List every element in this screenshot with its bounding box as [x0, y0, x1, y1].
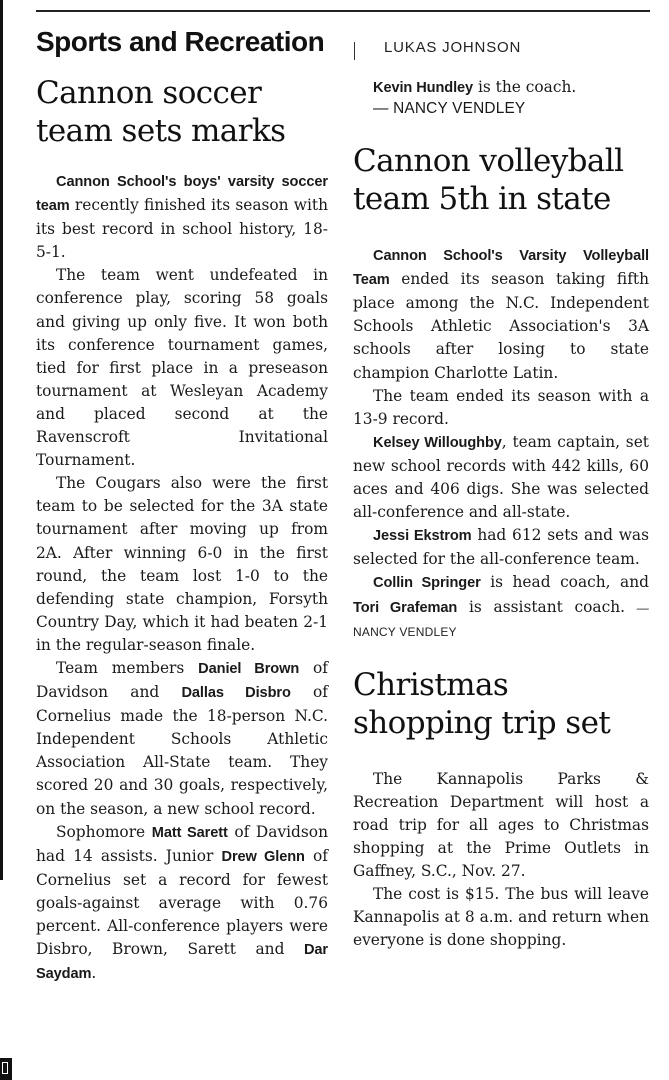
player-name: Dar Saydam: [36, 942, 328, 983]
volleyball-lead-bold: Cannon School's Varsity Volleyball Team: [353, 248, 649, 289]
player-name: Dallas Disbro: [181, 685, 291, 702]
christmas-paragraph: The cost is $15. The bus will leave Kannapolis at 8 a.m. and return when everyone is done shopping.: [353, 885, 649, 950]
player-name: Drew Glenn: [221, 848, 305, 865]
volleyball-headline-line1: Cannon volleyball: [353, 143, 624, 180]
soccer-headline-line2: team sets marks: [36, 113, 286, 149]
soccer-paragraph: Sophomore Matt Sarett of Davidson had 14 assists. Junior Drew Glenn of Cornelius set a record for fewest goals-against average with 0.76 percent. All-conference players were Disbro, Brown, Sarett and Dar Saydam.: [36, 822, 329, 983]
player-name: Matt Sarett: [151, 824, 228, 841]
volleyball-paragraph: The team ended its season with a 13-9 record.: [353, 386, 649, 428]
coach-name: Kevin Hundley: [373, 80, 474, 96]
volleyball-credit: — NANCY VENDLEY: [353, 600, 649, 639]
volleyball-paragraph: Cannon School's Varsity Volleyball Team ended its season taking fifth place among the N.C. Independent Schools Athletic Association's 3A schools after losing to state champion Charlotte Latin.: [353, 248, 649, 382]
player-name: Kelsey Willoughby: [373, 434, 502, 451]
soccer-paragraph: The team went undefeated in conference play, scoring 58 goals and giving up only five. It won both its conference tournament games, tied for first place in a preseason tournament at Wesleyan Academy and placed second at the Ravenscroft Invitational Tournament.: [36, 266, 328, 470]
soccer-paragraph: Team members Daniel Brown of Davidson and Dallas Disbro of Cornelius made the 18-person N.C. Independent Schools Athletic Association All-State team. They scored 20 and 30 goals, respectively, on the season, a new school record.: [36, 658, 328, 818]
section-title: Sports and Recreation: [36, 26, 325, 57]
soccer-paragraph: Cannon School's boys' varsity soccer team recently finished its season with its best record in school history, 18-5-1.: [36, 174, 328, 262]
soccer-article: [36, 74, 328, 986]
volleyball-article: [353, 142, 649, 644]
christmas-headline-line2: shopping trip set: [353, 704, 611, 741]
volleyball-paragraph: Jessi Ekstrom had 612 sets and was selected for the all-conference team.: [353, 526, 650, 569]
author-byline: LUKAS JOHNSON: [384, 39, 522, 56]
player-name: Jessi Ekstrom: [373, 528, 472, 545]
soccer-headline-line1: Cannon soccer: [36, 75, 262, 111]
soccer-continuation: [353, 76, 649, 118]
top-rule: [36, 10, 650, 12]
christmas-headline: [353, 666, 649, 742]
soccer-paragraph: The Cougars also were the first team to be selected for the 3A state tournament after moving up from 2A. After winning 6-0 in the first round, the team lost 1-0 to the defending state champion, Forsyth Country Day, which it had beaten 2-1 in the regular-season finale.: [36, 474, 328, 654]
soccer-coach-line: Kevin Hundley is the coach.: [373, 78, 577, 96]
soccer-credit: — NANCY VENDLEY: [373, 100, 526, 118]
section-header: [36, 26, 650, 66]
coach-name: Tori Grafeman: [353, 599, 458, 616]
volleyball-paragraph: Collin Springer is head coach, and Tori Grafeman is assistant coach. — NANCY VENDLEY: [353, 573, 649, 639]
right-column: [353, 76, 649, 952]
christmas-paragraph: The Kannapolis Parks & Recreation Department will host a road trip for all ages to Christmas shopping at the Prime Outlets in Gaffney, S.C., Nov. 27.: [353, 769, 649, 881]
christmas-article: [353, 666, 649, 953]
page-edge-bar: [0, 0, 3, 880]
volleyball-paragraph: Kelsey Willoughby, team captain, set new school records with 442 kills, 60 aces and 406 digs. She was selected all-conference and all-state.: [353, 432, 649, 522]
christmas-headline-line1: Christmas: [353, 666, 509, 703]
page-edge-mark: [0, 1058, 12, 1080]
coach-name: Collin Springer: [373, 575, 481, 592]
volleyball-headline-line2: team 5th in state: [353, 181, 611, 218]
soccer-lead-bold: Cannon School's boys' varsity soccer team: [36, 174, 328, 215]
soccer-headline: [36, 74, 328, 150]
left-column: [36, 74, 328, 986]
volleyball-headline: [353, 142, 649, 218]
player-name: Daniel Brown: [198, 660, 300, 677]
header-separator: [354, 42, 355, 60]
